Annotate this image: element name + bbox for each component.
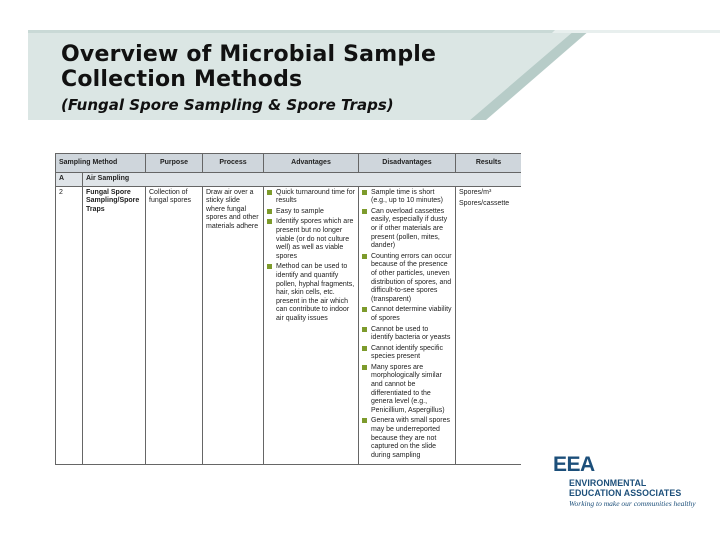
advantage-item: Easy to sample (267, 208, 355, 217)
disadvantage-item: Genera with small spores may be underreported because they are not captured on the slide during sampling (362, 417, 452, 460)
results-cell (456, 186, 522, 465)
disadvantages-list (362, 189, 452, 461)
disadvantage-item: Cannot be used to identify bacteria or yeasts (362, 326, 452, 343)
header-results: Results (456, 154, 522, 173)
logo-tagline: Working to make our communities healthy (569, 499, 696, 508)
slide-title-line-1: Overview of Microbial Sample (61, 42, 437, 67)
header-sampling-method: Sampling Method (56, 154, 146, 173)
logo-line-1: ENVIRONMENTAL (569, 478, 647, 488)
header-purpose: Purpose (146, 154, 203, 173)
disadvantage-item: Counting errors can occur because of the presence of other particles, uneven distribution of spores, and difficult-to-see spores (transparent) (362, 253, 452, 305)
method-name: Fungal Spore Sampling/Spore Traps (83, 186, 146, 465)
category-name: Air Sampling (83, 173, 522, 187)
table-header-row (56, 154, 522, 173)
row-number: 2 (56, 186, 83, 465)
category-row (56, 173, 522, 187)
result-unit: Spores/m³ (459, 188, 492, 196)
category-letter: A (56, 173, 83, 187)
slide-title (61, 42, 436, 92)
header-disadvantages: Disadvantages (359, 154, 456, 173)
purpose-cell: Collection of fungal spores (146, 186, 203, 465)
eea-logo (553, 454, 703, 516)
slide-subtitle: (Fungal Spore Sampling & Spore Traps) (61, 96, 394, 114)
disadvantage-item: Can overload cassettes easily, especially if dusty or if other materials are present (pollen, mites, dander) (362, 208, 452, 251)
advantage-item: Quick turnaround time for results (267, 189, 355, 206)
sampling-methods-document (55, 153, 521, 518)
disadvantage-item: Sample time is short (e.g., up to 10 minutes) (362, 189, 452, 206)
disadvantage-item: Many spores are morphologically similar and cannot be differentiated to the genera level (e.g., Penicillium, Aspergillus) (362, 364, 452, 416)
banner-band-edge (552, 30, 720, 33)
header-advantages: Advantages (264, 154, 359, 173)
advantages-list (267, 189, 355, 324)
disadvantages-cell (359, 186, 456, 465)
advantages-cell (264, 186, 359, 465)
advantage-item: Method can be used to identify and quantify pollen, hyphal fragments, hair, skin cells, etc. present in the air which can contribute to indoor air quality issues (267, 263, 355, 323)
banner-band-mid (28, 30, 585, 33)
process-cell: Draw air over a sticky slide where fungal spores and other materials adhere (203, 186, 264, 465)
header-process: Process (203, 154, 264, 173)
disadvantage-item: Cannot identify specific species present (362, 345, 452, 362)
sampling-methods-table (55, 153, 521, 465)
slide-title-line-2: Collection Methods (61, 67, 303, 92)
logo-mark: EEA (553, 453, 595, 476)
disadvantage-item: Cannot determine viability of spores (362, 306, 452, 323)
result-unit: Spores/cassette (459, 200, 510, 208)
logo-line-2: EDUCATION ASSOCIATES (569, 488, 682, 498)
table-row (56, 186, 522, 465)
advantage-item: Identify spores which are present but no longer viable (or do not culture well) as well as viable spores (267, 218, 355, 261)
